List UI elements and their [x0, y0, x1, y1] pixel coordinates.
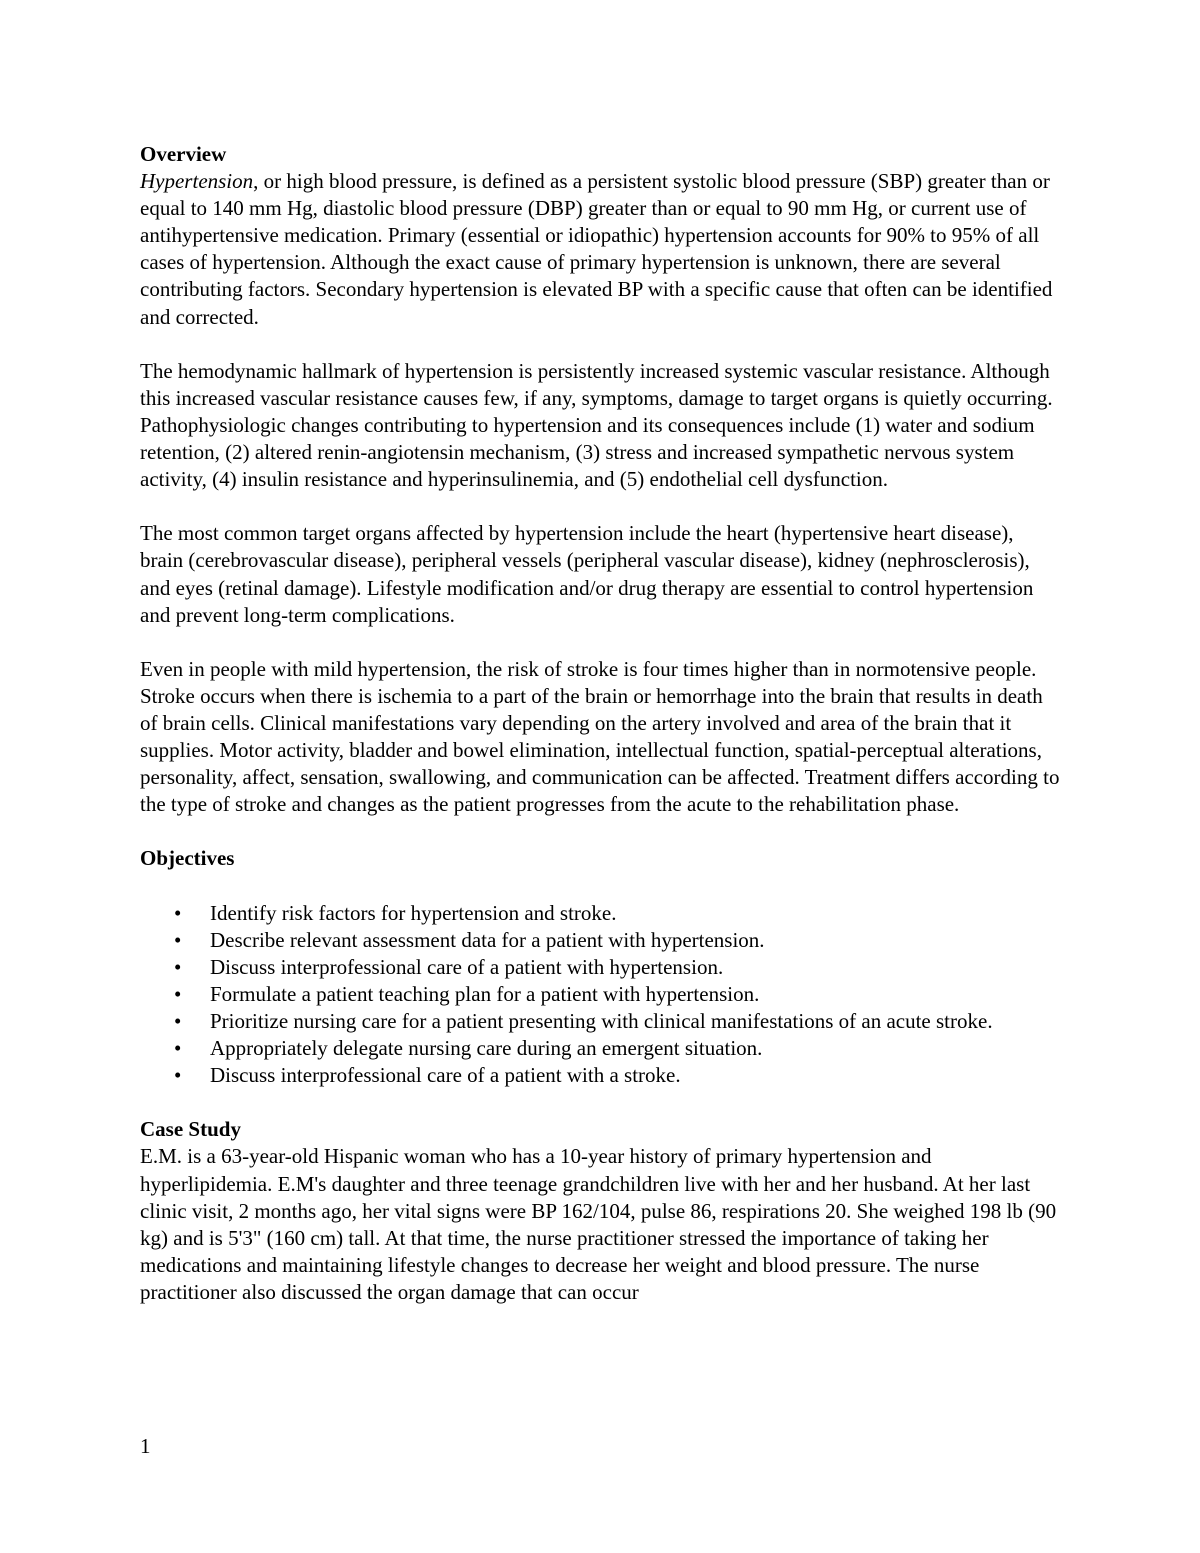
document-page — [140, 141, 1060, 1306]
overview-paragraph-2: The hemodynamic hallmark of hypertension is persistently increased systemic vascular resistance. Although this increased vascular resistance causes few, if any, symptoms, damage to target organs is quietly occurring. Pathophysiologic changes contributing to hypertension and its consequences include (1) water and sodium retention, (2) altered renin-angiotensin mechanism, (3) stress and increased sympathetic nervous system activity, (4) insulin resistance and hyperinsulinemia, and (5) endothelial cell dysfunction. — [140, 358, 1053, 492]
objectives-list — [140, 900, 1060, 1090]
case-study-paragraph: E.M. is a 63-year-old Hispanic woman who has a 10-year history of primary hypertension and hyperlipidemia. E.M's daughter and three teenage grandchildren live with her and her husband. At her last clinic visit, 2 months ago, her vital signs were BP 162/104, pulse 86, respirations 20. She weighed 198 lb (90 kg) and is 5'3" (160 cm) tall. At that time, the nurse practitioner stressed the importance of taking her medications and maintaining lifestyle changes to decrease her weight and blood pressure. The nurse practitioner also discussed the organ damage that can occur — [140, 1144, 1057, 1304]
page-number: 1 — [140, 1434, 151, 1458]
objective-item: • Appropriately delegate nursing care during an emergent situation. — [140, 1035, 1060, 1062]
overview-paragraph-1 — [140, 168, 1060, 331]
objective-item: • Prioritize nursing care for a patient presenting with clinical manifestations of an acute stroke. — [140, 1008, 1060, 1035]
overview-paragraph-1-text: , or high blood pressure, is defined as a persistent systolic blood pressure (SBP) greater than or equal to 140 mm Hg, diastolic blood pressure (DBP) greater than or equal to 90 mm Hg, or current use of antihypertensive medication. Primary (essential or idiopathic) hypertension accounts for 90% to 95% of all cases of hypertension. Although the exact cause of primary hypertension is unknown, there are several contributing factors. Secondary hypertension is elevated BP with a specific cause that often can be identified and corrected. — [140, 169, 1053, 329]
objectives-heading: Objectives — [140, 846, 235, 871]
overview-heading: Overview — [140, 142, 227, 166]
objective-item: • Discuss interprofessional care of a patient with hypertension. — [140, 954, 1060, 981]
hypertension-term: Hypertension — [140, 169, 254, 194]
overview-paragraph-3: The most common target organs affected by hypertension include the heart (hypertensive heart disease), brain (cerebrovascular disease), peripheral vessels (peripheral vascular disease), kidney (nephrosclerosis), and eyes (retinal damage). Lifestyle modification and/or drug therapy are essential to control hypertension and prevent long-term complications. — [140, 521, 1034, 627]
objective-item: • Discuss interprofessional care of a patient with a stroke. — [140, 1062, 1060, 1089]
objective-item: • Formulate a patient teaching plan for a patient with hypertension. — [140, 981, 1060, 1008]
case-study-heading: Case Study — [140, 1117, 241, 1142]
overview-paragraph-4: Even in people with mild hypertension, the risk of stroke is four times higher than in normotensive people. Stroke occurs when there is ischemia to a part of the brain or hemorrhage into the brain that results in death of brain cells. Clinical manifestations vary depending on the artery involved and area of the brain that it supplies. Motor activity, bladder and bowel elimination, intellectual function, spatial-perceptual alterations, personality, affect, sensation, swallowing, and communication can be affected. Treatment differs according to the type of stroke and changes as the patient progresses from the acute to the rehabilitation phase. — [140, 656, 1060, 817]
objective-item: • Describe relevant assessment data for a patient with hypertension. — [140, 927, 1060, 954]
objective-item: • Identify risk factors for hypertension and stroke. — [140, 900, 1060, 927]
